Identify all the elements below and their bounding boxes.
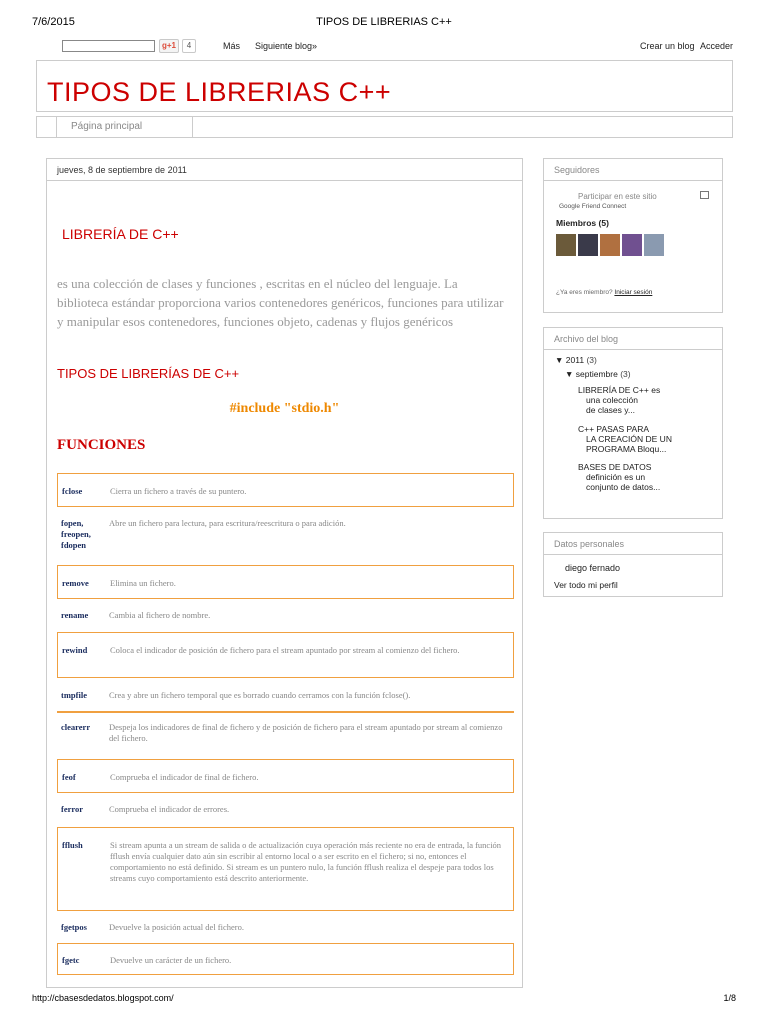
profile-name[interactable]: diego fernado	[565, 563, 621, 573]
post-heading: LIBRERÍA DE C++	[62, 226, 179, 242]
archive-post-link[interactable]	[578, 385, 660, 415]
blogger-navbar	[0, 38, 768, 56]
function-desc: Si stream apunta a un stream de salida o de actualización cuya operación más reciente no era de entrada, la función fflush envía cualquier dato aún sin escribir al entorno local o a ser escrito en el fichero; si no, entonces el comportamiento no está definido. Si stream es un puntero nulo, la función fflush realiza el despeje para todos los streams cuyo comportamiento está descrito anteriormente.	[110, 840, 502, 883]
avatar[interactable]	[622, 234, 642, 256]
next-blog-link[interactable]: Siguiente blog»	[255, 41, 318, 51]
avatar[interactable]	[600, 234, 620, 256]
archive-post-line[interactable]: conjunto de datos...	[586, 482, 661, 492]
page-tabs	[36, 116, 733, 138]
function-row	[57, 473, 514, 507]
post-intro: es una colección de clases y funciones , escritas en el núcleo del lenguaje. La biblioteca estándar proporciona varios contenedores genéricos, funciones para utilizar y manipular esos contenedores, funciones objeto, cadenas y flujos genéricos	[57, 276, 504, 329]
function-row	[57, 722, 514, 752]
function-name: fgetc	[62, 955, 80, 965]
function-row	[57, 565, 514, 599]
tab-home[interactable]: Página principal	[57, 117, 193, 137]
function-desc: Devuelve la posición actual del fichero.	[109, 922, 244, 932]
print-title: TIPOS DE LIBRERIAS C++	[316, 16, 452, 28]
archive-month-label[interactable]: septiembre	[575, 369, 618, 379]
sign-in-link[interactable]: Iniciar sesión	[614, 289, 653, 296]
login-link[interactable]: Acceder	[700, 41, 734, 51]
function-name: clearerr	[61, 722, 91, 732]
create-blog-link[interactable]: Crear un blog	[640, 41, 695, 51]
more-link[interactable]: Más	[223, 41, 241, 51]
function-desc: Coloca el indicador de posición de fichero para el stream apuntado por stream al comienzo del fichero.	[110, 645, 460, 655]
gplus-button[interactable]: g+1	[159, 39, 179, 53]
function-row	[57, 920, 514, 938]
avatar[interactable]	[578, 234, 598, 256]
gfc-label: Google Friend Connect	[559, 203, 627, 210]
archive-post-line[interactable]: de clases y...	[586, 405, 635, 415]
function-name: fopen, freopen, fdopen	[61, 518, 91, 550]
function-row	[57, 632, 514, 678]
separator-line	[57, 711, 514, 713]
function-row	[57, 688, 514, 706]
function-name: remove	[62, 578, 89, 588]
followers-widget	[543, 158, 723, 313]
profile-title: Datos personales	[544, 533, 722, 555]
function-row	[57, 759, 514, 793]
include-directive: #include "stdio.h"	[229, 401, 340, 416]
view-profile-link[interactable]: Ver todo mi perfil	[554, 580, 618, 590]
post-body	[47, 182, 522, 987]
member-avatars	[556, 234, 664, 256]
archive-post-line[interactable]: LA CREACIÓN DE UN	[586, 434, 672, 444]
function-desc: Comprueba el indicador de final de fichero.	[110, 772, 259, 782]
function-name: rename	[61, 610, 89, 620]
archive-post-line[interactable]: C++ PASAS PARA	[578, 424, 650, 434]
function-name: tmpfile	[61, 690, 87, 700]
archive-post-line[interactable]: PROGRAMA Bloqu...	[586, 444, 667, 454]
search-input[interactable]	[62, 40, 155, 52]
function-row	[57, 802, 514, 820]
function-desc: Crea y abre un fichero temporal que es borrado cuando cerramos con la función fclose().	[109, 690, 411, 700]
function-row	[57, 943, 514, 975]
function-name: rewind	[62, 645, 88, 655]
members-count: Miembros (5)	[556, 218, 609, 228]
function-name: fgetpos	[61, 922, 87, 932]
print-footer	[32, 993, 736, 1005]
blog-title[interactable]: TIPOS DE LIBRERIAS C++	[47, 77, 392, 107]
archive-year-count: (3)	[586, 355, 597, 365]
post-date: jueves, 8 de septiembre de 2011	[47, 159, 522, 181]
already-member-text: ¿Ya eres miembro?	[556, 289, 613, 296]
function-name: fflush	[62, 840, 83, 850]
print-page-number: 1/8	[723, 993, 736, 1003]
archive-post-link[interactable]	[578, 462, 660, 492]
print-url: http://cbasesdedatos.blogspot.com/	[32, 993, 174, 1003]
function-desc: Cierra un fichero a través de su puntero.	[110, 486, 247, 496]
function-row	[57, 827, 514, 911]
function-desc: Elimina un fichero.	[110, 578, 176, 588]
join-site-link[interactable]: Participar en este sitio	[578, 192, 657, 201]
post-subheading: TIPOS DE LIBRERÍAS DE C++	[57, 366, 240, 381]
function-name: ferror	[61, 804, 84, 814]
avatar[interactable]	[644, 234, 664, 256]
followers-title: Seguidores	[544, 159, 722, 181]
archive-widget	[543, 327, 723, 519]
archive-year-label[interactable]: 2011	[565, 355, 585, 365]
function-row	[57, 516, 514, 554]
archive-post-line[interactable]: LIBRERÍA DE C++ es	[578, 385, 661, 395]
function-desc: Devuelve un carácter de un fichero.	[110, 955, 232, 965]
function-row	[57, 608, 514, 626]
archive-title: Archivo del blog	[544, 328, 722, 350]
expand-icon[interactable]	[700, 191, 709, 199]
function-desc: Abre un fichero para lectura, para escritura/reescritura o para adición.	[109, 518, 346, 528]
archive-post-link[interactable]	[578, 424, 672, 454]
profile-widget	[543, 532, 723, 597]
archive-post-line[interactable]: una colección	[586, 395, 638, 405]
functions-heading: FUNCIONES	[57, 437, 146, 453]
archive-year[interactable]: ▼ 2011 (3)	[555, 355, 597, 365]
print-date: 7/6/2015	[32, 16, 75, 28]
function-desc: Cambia al fichero de nombre.	[109, 610, 211, 620]
archive-post-line[interactable]: BASES DE DATOS	[578, 462, 652, 472]
blog-post	[46, 158, 523, 988]
archive-post-line[interactable]: definición es un	[586, 472, 646, 482]
function-desc: Comprueba el indicador de errores.	[109, 804, 230, 814]
function-name: fclose	[62, 486, 83, 496]
blog-header	[36, 60, 733, 112]
print-header	[32, 16, 736, 30]
function-name: feof	[62, 772, 76, 782]
archive-month[interactable]: ▼ septiembre (3)	[565, 369, 631, 379]
function-desc: Despeja los indicadores de final de fichero y de posición de fichero para el stream apuntado por stream al comienzo del fichero.	[109, 722, 503, 743]
avatar[interactable]	[556, 234, 576, 256]
tab-spacer	[37, 117, 57, 137]
gplus-count: 4	[182, 39, 196, 53]
archive-month-count: (3)	[620, 369, 631, 379]
already-member	[556, 289, 652, 296]
